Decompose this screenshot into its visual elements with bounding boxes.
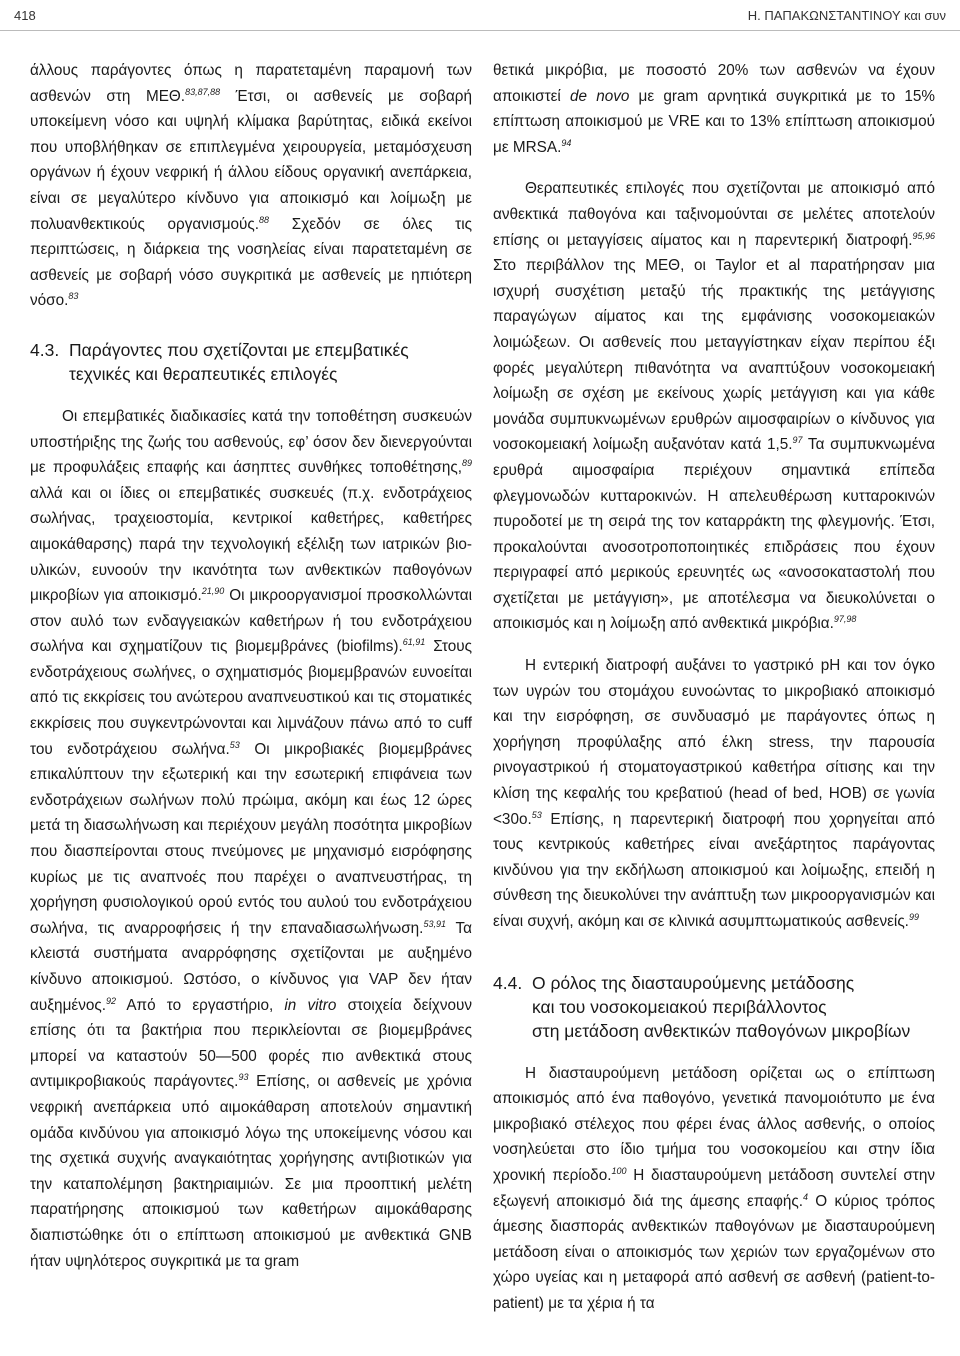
text-run: Οι επεμβατικές διαδικασίες κατά την τοποθέτηση συσκευών υποστήριξης της ζωής του ασθενούς, εφ’ όσον δεν διενεργούνται με προφυλάξεις επαφής και άσηπτες συνθήκες τοποθέτησης, (30, 407, 472, 477)
paragraph (30, 58, 472, 314)
text-run: Ο κύριος τρόπος άμεσης διασποράς ανθεκτικών παθογόνων με διασταυρούμενη μετάδοση είναι ο αποικισμός των χεριών των εργαζομένων στο χώρο υγείας και η μεταφορά από ασθενή σε ασθενή (patient-to-patient) με τα χέρια ή τα (493, 1192, 935, 1312)
text-run: στοιχεία δείχνουν επίσης ότι τα βακτήρια που περικλείονται σε βιομεμβράνες μπορεί να καταστούν 50—500 φορές πιο ανθεκτικά στους αντιμικροβιακούς παράγοντες. (30, 996, 472, 1091)
citation: 95,96 (912, 230, 935, 241)
citation: 21,90 (201, 586, 225, 596)
citation: 93 (238, 1072, 249, 1083)
section-number: 4.4. (493, 972, 523, 993)
text-run: Από το εργαστήριο, (116, 996, 285, 1014)
citation: 61,91 (402, 637, 426, 648)
text-run: Σχεδόν σε όλες τις περιπτώσεις, η διάρκεια της νοσηλείας είναι παρατεταμένη σε ασθενείς με σοβαρή νόσο συγκριτικά με ασθενείς με ηπιότερη νόσο. (30, 215, 472, 310)
italic-term: in vitro (284, 996, 337, 1014)
section-heading-4-3 (30, 338, 472, 386)
citation: 94 (561, 137, 572, 148)
citation: 97,98 (833, 614, 857, 625)
citation: 53 (531, 809, 542, 820)
citation: 83 (68, 291, 79, 302)
citation: 4 (803, 1191, 809, 1202)
text-run: Στους ενδοτράχειους σωλήνες, ο σχηματισμός βιομεμβρανών ευνοείται από τις εκκρίσεις του ανώτερου αναπνευστικού και τις στοματικές εκκρίσεις που συγκεντρώνονται και λιμνάζουν πάνω από το cuff του ενδοτράχειου σωλήνα. (30, 638, 473, 758)
section-title-line: Ο ρόλος της διασταυρούμενης μετάδοσης (532, 972, 855, 993)
paragraph (493, 58, 935, 160)
citation: 88 (259, 214, 270, 225)
text-run: Οι μικροοργανισμοί προσκολλώνται στον αυλό των ενδαγγειακών καθετήρων ή του ενδοτράχειου σωλήνα και σχηματίζουν τις βιομεμβράνες (biofilms). (30, 587, 472, 656)
paragraph (30, 404, 472, 1274)
paragraph (493, 653, 935, 935)
running-title: Η. ΠΑΠΑΚΩΝΣΤΑΝΤΙΝΟΥ και συν (747, 8, 946, 23)
text-run: Η εντερική διατροφή αυξάνει το γαστρικό pH και τον όγκο των υγρών του στομάχου ευνοώντας το μικροβιακό αποικισμό και την εισρόφηση, σε συνδυασμό με παράγοντες όπως η χορήγηση προφύλαξης από έλκη stress, την παρουσία ρινογαστρικού ή στοματογαστρικού καθετήρα σίτισης και την κλίση της κεφαλής του κρεβατιού (head of bed, HOB) σε γωνία <30ο. (493, 657, 935, 828)
text-run: Επίσης, οι ασθενείς με χρόνια νεφρική ανεπάρκεια υπό αιμοκάθαρση αποτελούν σημαντική ομάδα κινδύνου για αποικισμό λόγω της υποκείμενης νόσου και της σχετικά συχνής αναγκαιότητας χορήγησης αντιβιοτικών για την καταπολέμηση βακτηριαιμιών. Σε μια προοπτική μελέτη παρατήρησης αποικισμού των καθετήρων αιμοκάθαρσης διαπιστώθηκε ότι ο επίπτωση αποικισμού με ανθεκτικά GNB ήταν υψηλότερος συγκριτικά με τα gram (30, 1073, 473, 1270)
citation: 53,91 (423, 918, 446, 929)
citation: 83,87,88 (185, 86, 221, 97)
citation: 99 (908, 911, 919, 922)
text-run: άλλους παράγοντες όπως η παρατεταμένη παραμονή των ασθενών στη ΜΕΘ. (30, 62, 472, 105)
citation: 89 (461, 458, 472, 469)
text-run: Η διασταυρούμενη μετάδοση συντελεί στην εξωγενή αποικισμό διά της άμεσης επαφής. (493, 1166, 935, 1210)
text-run: θετικά μικρόβια, με ποσοστό 20% των ασθενών να έχουν αποικιστεί (493, 62, 935, 105)
text-run: Έτσι, οι ασθενείς με σοβαρή υποκείμενη νόσο και υψηλή κλίμακα βαρύτητας, ειδικά εκείνοι που υποβλήθηκαν σε επιπλεγμένα χειρουργεία, μεταμόσχευση οργάνων ή έχουν νεφρική ή άλλου είδους οργανική ανεπάρκεια, είναι σε μεγαλύτερο κίνδυνο για αποικισμό και λοίμωξη με πολυανθεκτικούς οργανισμούς. (30, 87, 472, 233)
section-title-line: στη μετάδοση ανθεκτικών παθογόνων μικροβίων (532, 1020, 911, 1041)
right-column (493, 58, 935, 1317)
text-run: αλλά και οι ίδιες οι επεμβατικές συσκευές (π.χ. ενδοτράχειος σωλήνας, τραχειοστομία, κεντρικοί καθετήρες, καθετήρες αιμοκάθαρσης) παρά την τεχνολογική εξέλιξη των ιατρικών βιο-υλικών, ευνοούν την ικανότητα των ανθεκτικών παθογόνων μικροβίων για αποικισμό. (30, 484, 472, 605)
text-run: Τα κλειστά συστήματα αναρρόφησης σχετίζονται με αυξημένο κίνδυνο αποικισμού. Ωστόσο, ο κίνδυνος για VAP δεν ήταν αυξημένος. (30, 919, 472, 1014)
paragraph (493, 176, 935, 637)
section-title-line: τεχνικές και θεραπευτικές επιλογές (69, 363, 338, 384)
italic-term: de novo (570, 87, 630, 105)
text-run: Τα συμπυκνωμένα ερυθρά αιμοσφαίρια περιέχουν σημαντικά επίπεδα φλεγμονωδών κυτταροκινών. Η απελευθέρωση κυτταροκινών πυροδοτεί με τη σειρά της τον καταρράκτη της φλεγμονής. Έτσι, προκαλούνται ανοσοτροποποιητικές επιδράσεις που έχουν περιγραφεί από μερικούς ερευνητές ως «ανοσοκαταστολή που σχετίζεται με μετάγγιση», με αποτέλεσμα να διευκολύνεται ο αποικισμός και η λοίμωξη από ανθεκτικά μικρόβια. (493, 436, 936, 633)
text-run: Θεραπευτικές επιλογές που σχετίζονται με αποικισμό από ανθεκτικά παθογόνα και ταξινομούνται σε μελέτες αποτελούν επίσης οι μεταγγίσεις αίματος και η παρεντερική διατροφή. (493, 180, 935, 249)
section-title-line: Παράγοντες που σχετίζονται με επεμβατικές (69, 339, 409, 360)
text-run: Οι μικροβιακές βιομεμβράνες επικαλύπτουν την εξωτερική και την εσωτερική επιφάνεια των ενδοτράχειων σωλήνων πολύ πρώιμα, ακόμη και έως 12 ώρες μετά τη διασωλήνωση και περιέχουν μεγάλη ποσότητα μικροβίων που διασπείρονται στους πνεύμονες με μηχανισμό εισρόφησης κυρίως με τις αναπνοές που παρέχει ο αναπνευστήρας, τη χορήγηση φυσιολογικού ορού εντός του αυλού του ενδοτράχειου σωλήνα, τις αναρροφήσεις ή την επαναδιασωλήνωση. (30, 740, 472, 937)
text-run: με gram αρνητικά συγκριτικά με το 15% επίπτωση αποικισμού με VRE και το 13% επίπτωση αποικισμού με MRSA. (493, 87, 936, 156)
left-column (30, 58, 472, 1274)
section-title-line: και του νοσοκομειακού περιβάλλοντος (532, 996, 827, 1017)
section-number: 4.3. (30, 339, 60, 360)
citation: 100 (611, 1165, 627, 1176)
text-run: Επίσης, η παρεντερική διατροφή που χορηγείται από τους κεντρικούς καθετήρες είναι ανεξάρτητος παράγοντας κινδύνου για την εκδήλωση αποικισμού και λοίμωξης, επειδή η σύνθεση της διευκολύνει την ανάπτυξη των μικροοργανισμών και είναι συχνή, ακόμη και σε κλινικά ασυμπτωματικούς ασθενείς. (493, 810, 935, 930)
text-run: Στο περιβάλλον της ΜΕΘ, οι Taylor et al παρατήρησαν μια ισχυρή συσχέτιση μεταξύ τής πρακτικής της μετάγγισης παραγώγων αίματος και της εμφάνισης νοσοκομειακών λοιμώξεων. Οι ασθενείς που μεταγγίστηκαν είχαν περίπου έξι φορές μεγαλύτερη πιθανότητα να αναπτύξουν νοσοκομειακή λοίμωξη σε σχέση με εκείνους χωρίς μετάγγιση και για κάθε μονάδα συμπυκνωμένων ερυθρών αιμοσφαιρίων ο κίνδυνος για νοσοκομειακή λοίμωξη αυξανόταν κατά 1,5. (493, 257, 935, 454)
page-number: 418 (14, 8, 36, 23)
paragraph (493, 1061, 935, 1317)
citation: 97 (792, 435, 803, 446)
text-run: Η διασταυρούμενη μετάδοση ορίζεται ως ο επίπτωση αποικισμός από ένα παθογόνο, γενετικά πανομοιότυπο με ένα μικροβιακό στέλεχος που φέρει ένας άλλος ασθενής, ο οποίος νοσηλεύεται στο ίδιο τμήμα του νοσοκομείου και στην ίδια χρονική περίοδο. (493, 1064, 935, 1184)
page-header (0, 0, 960, 31)
citation: 53 (229, 739, 240, 750)
citation: 92 (105, 995, 116, 1006)
section-heading-4-4 (493, 971, 935, 1043)
